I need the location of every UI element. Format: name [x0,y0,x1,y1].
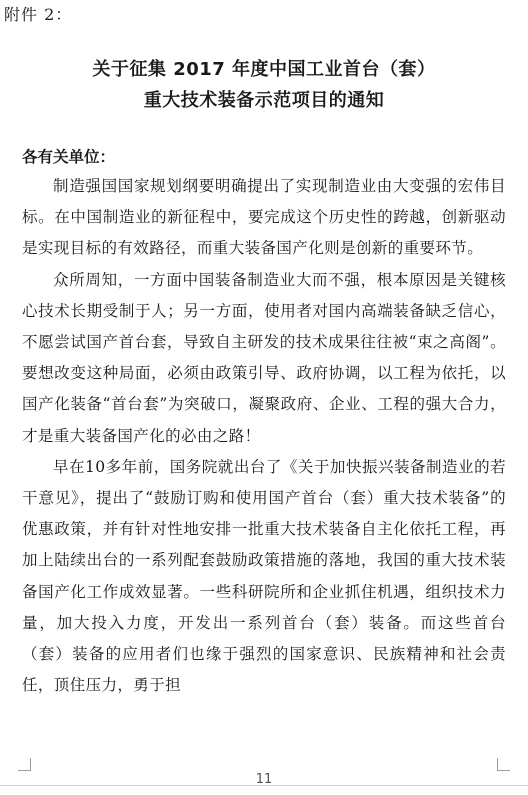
title-line-1: 关于征集 2017 年度中国工业首台（套） [92,59,436,80]
attachment-label: 附件 2： [4,5,73,24]
salutation: 各有关单位： [22,147,116,166]
page-bottom-divider [0,785,528,786]
paragraph-1: 制造强国国家规划纲要明确提出了实现制造业由大变强的宏伟目标。在中国制造业的新征程中，要完成这个历史性的跨越，创新驱动是实现目标的有效路径，而重大装备国产化则是创新的重要环节。 [22,177,506,258]
paragraph-3: 早在10多年前，国务院就出台了《关于加快振兴装备制造业的若干意见》，提出了“鼓励订购和使用国产首台（套）重大技术装备”的优惠政策，并有针对性地安排一批重大技术装备自主化依托工程，再加上陆续出台的一系列配套鼓励政策措施的落地，我国的重大技术装备国产化工作成效显著。一些科研院所和企业抓住机遇，组织技术力量，加大投入力度，开发出一系列首台（套）装备。而这些首台（套）装备的应用者们也缘于强烈的国家意识、民族精神和社会责任，顶住压力，勇于担 [22,457,506,695]
crop-mark-right [497,758,510,771]
page-number: 11 [255,772,273,787]
body-text [22,171,506,701]
title-line-2: 重大技术装备示范项目的通知 [143,90,385,111]
paragraph-2: 众所周知，一方面中国装备制造业大而不强，根本原因是关键核心技术长期受制于人；另一方面，使用者对国内高端装备缺乏信心，不愿尝试国产首台套，导致自主研发的技术成果往往被“束之高阁”。要想改变这种局面，必须由政策引导、政府协调，以工程为依托，以国产化装备“首台套”为突破口，凝聚政府、企业、工程的强大合力，才是重大装备国产化的必由之路！ [22,270,506,445]
crop-mark-left [18,758,31,771]
